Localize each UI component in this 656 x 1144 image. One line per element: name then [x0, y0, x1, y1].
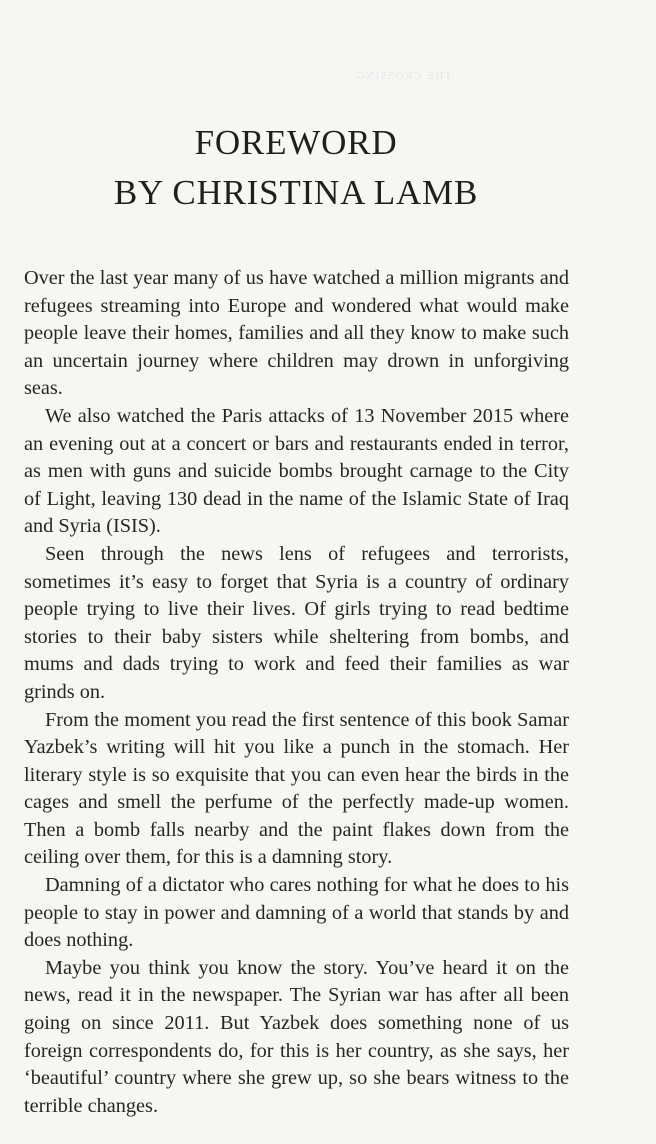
- paragraph-3: Seen through the news lens of refugees and terrorists, sometimes it’s easy to forget that Syria is a country of ordinary people trying to live their lives. Of girls trying to read bedtime stories to their baby sisters while sheltering from bombs, and mums and dads trying to work and feed their families as war grinds on.: [24, 542, 569, 703]
- foreword-body: [24, 265, 569, 1120]
- paragraph-5: Damning of a dictator who cares nothing for what he does to his people to stay in power and damning of a world that stands by and does nothing.: [24, 874, 569, 952]
- chapter-title-line-1: FOREWORD: [194, 123, 398, 162]
- chapter-title-line-2: BY CHRISTINA LAMB: [113, 173, 479, 212]
- paragraph-4: From the moment you read the first sentence of this book Samar Yazbek’s writing will hit you like a punch in the stomach. Her literary style is so exquisite that you can even hear the birds in the cages and smell the perfume of the perfectly made-up women. Then a bomb falls nearby and the paint flakes down from the ceiling over them, for this is a damning story.: [24, 708, 569, 869]
- paragraph-6: Maybe you think you know the story. You’ve heard it on the news, read it in the newspaper. The Syrian war has after all been going on since 2011. But Yazbek does something none of us foreign correspondents do, for this is her country, as she says, her ‘beautiful’ country where she grew up, so she bears witness to the terrible changes.: [24, 956, 569, 1117]
- paragraph-2: We also watched the Paris attacks of 13 November 2015 where an evening out at a concert or bars and restaurants ended in terror, as men with guns and suicide bombs brought carnage to the City of Light, leaving 130 dead in the name of the Islamic State of Iraq and Syria (ISIS).: [24, 404, 569, 538]
- chapter-title: [0, 118, 592, 218]
- paragraph-1: Over the last year many of us have watched a million migrants and refugees streaming into Europe and wondered what would make people leave their homes, families and all they know to make such an uncertain journey where children may drown in unforgiving seas.: [24, 267, 569, 400]
- running-header-bleedthrough: THE CROSSING: [355, 70, 452, 82]
